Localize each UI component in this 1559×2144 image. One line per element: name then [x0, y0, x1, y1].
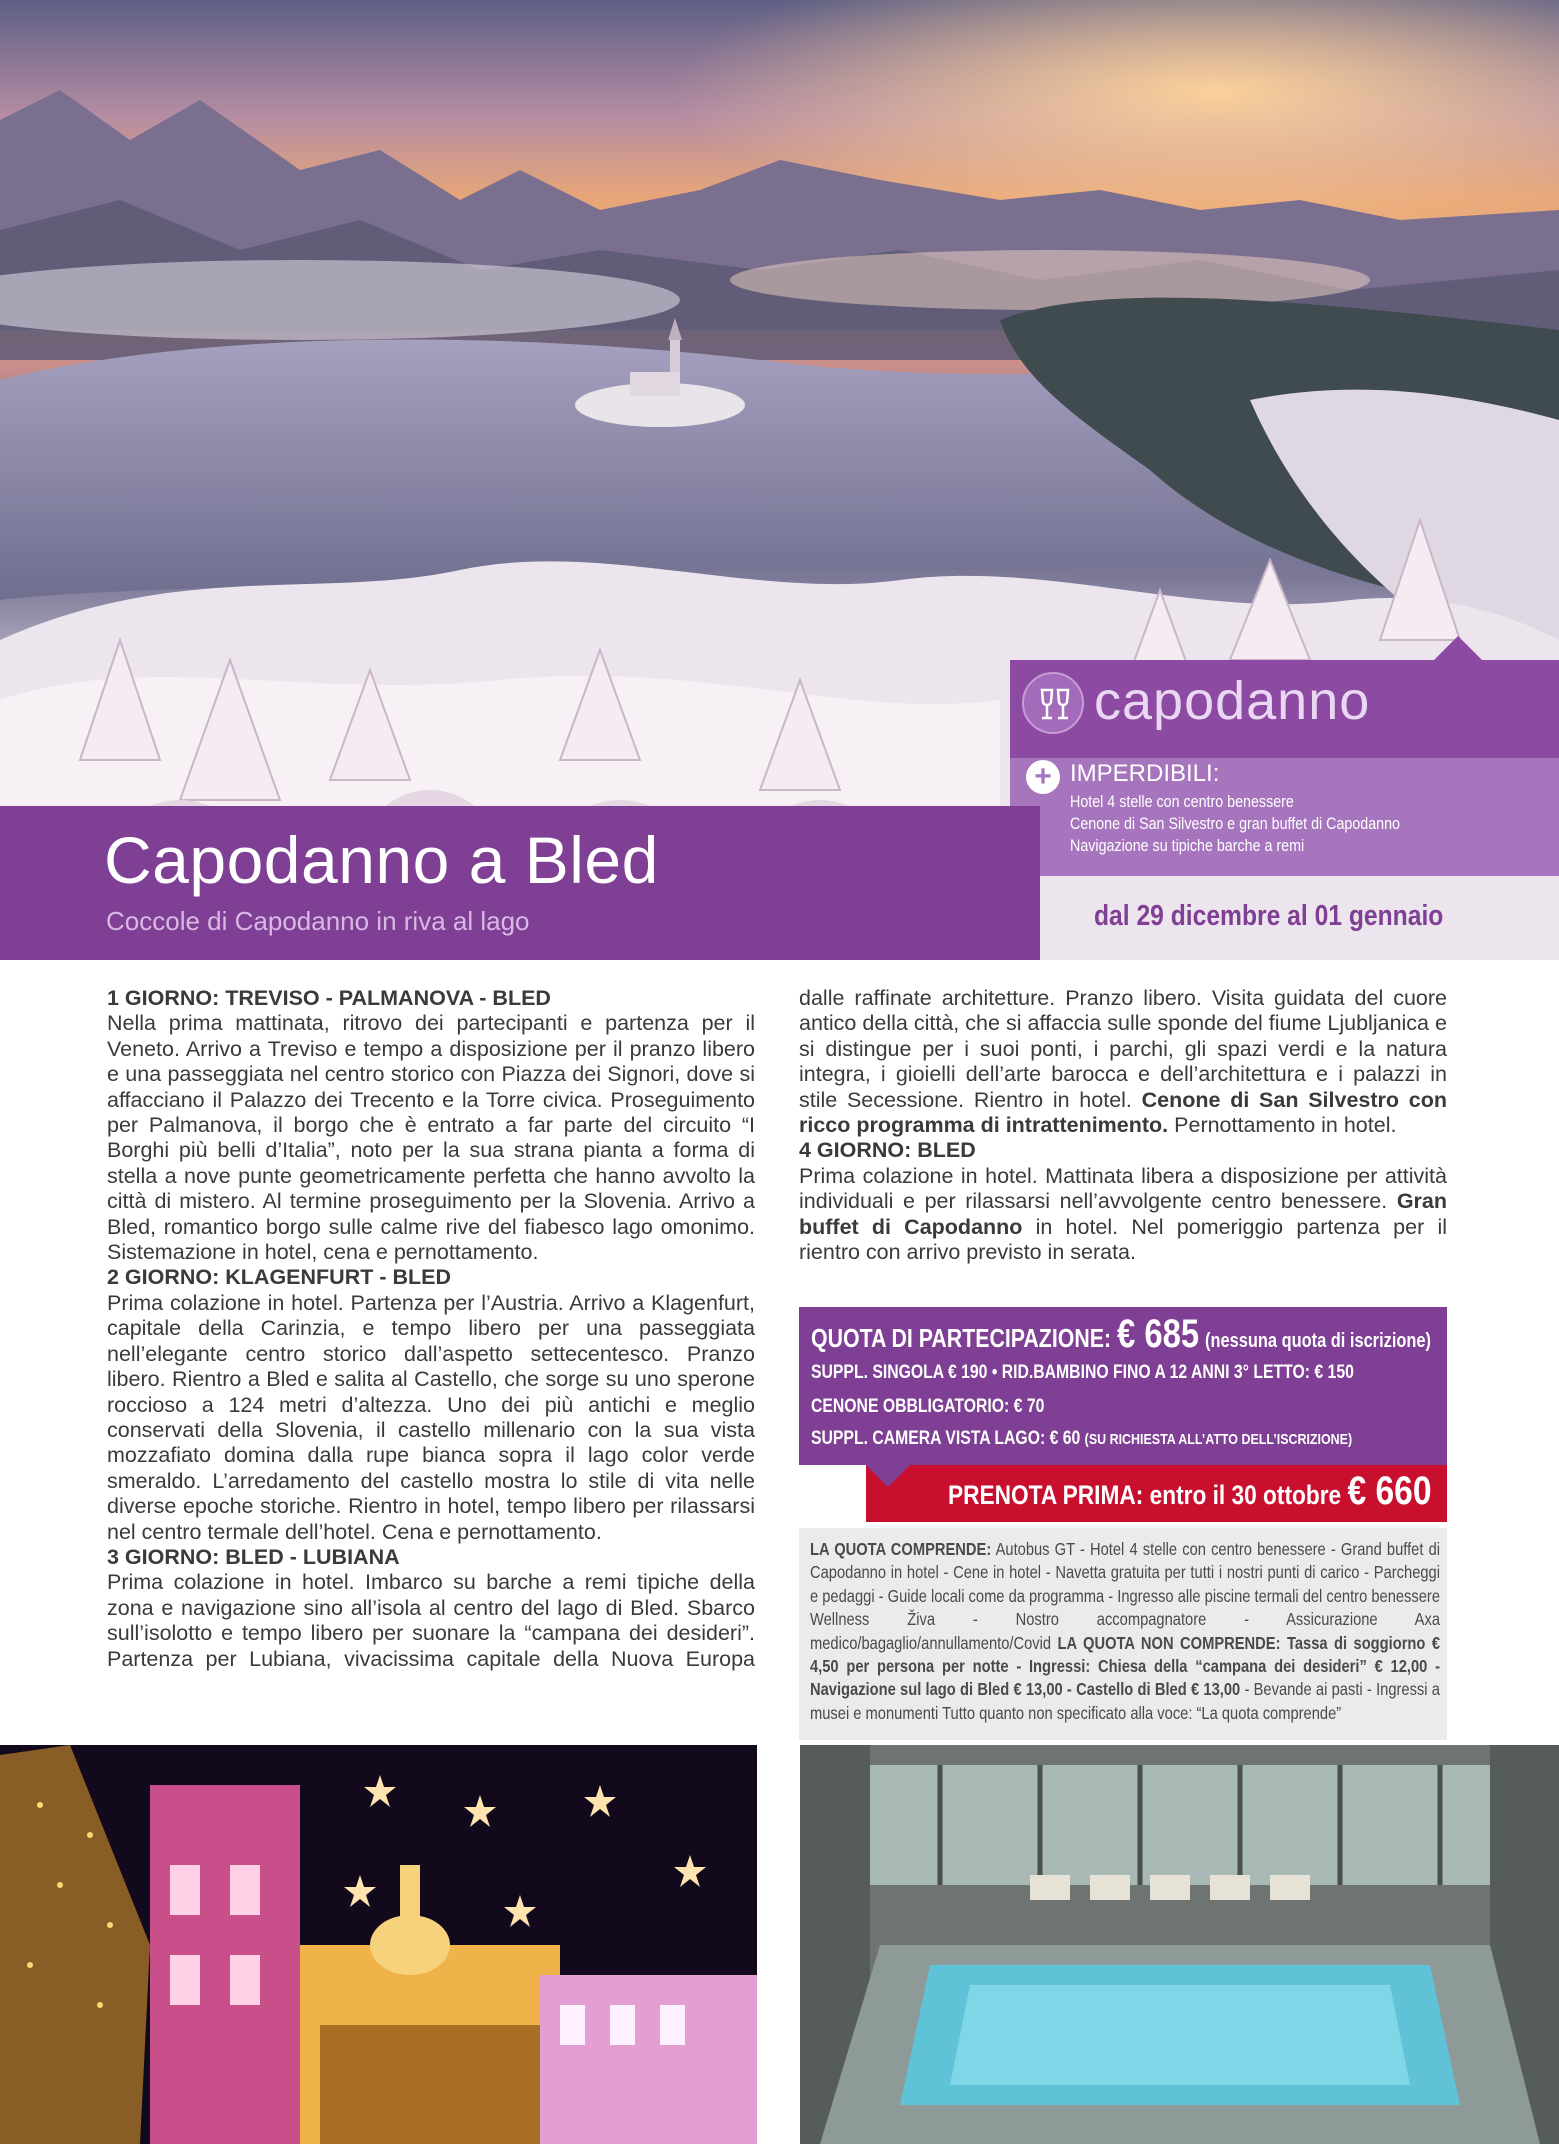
prenota-prima-row: [948, 1469, 1432, 1514]
cenone-row: CENONE OBBLIGATORIO: € 70: [811, 1396, 1045, 1417]
comprende-label: LA QUOTA COMPRENDE:: [810, 1539, 992, 1559]
day-text-part: Prima colazione in hotel. Mattinata libera a disposizione per attività individuali e per rilassarsi nell’avvolgente centro benessere.: [799, 1163, 1447, 1214]
itinerary-column-right: [799, 986, 1447, 1265]
vista-lago-row: [811, 1428, 1352, 1450]
spa-pool-illustration: [800, 1745, 1559, 2144]
non-comprende-tail: - Bevande ai pasti - Ingressi a musei e monumenti Tutto quanto non specificato alla voce: “La quota comprende”: [810, 1679, 1440, 1723]
quota-value: € 685: [1116, 1312, 1200, 1356]
day-text-part: Prima colazione in hotel. Imbarco su barche a remi tipiche della zona e navigazione sino all’isola al centro del lago di Bled. Sbarco sull’isolotto e tempo libero per suonare la “campana dei desideri”. Partenza per Lubiana, vivacissima capitale della Nuova Europa: [107, 1570, 755, 1671]
day-heading: 3 GIORNO: BLED - LUBIANA: [107, 1544, 400, 1569]
page-title: Capodanno a Bled: [104, 823, 659, 897]
travel-dates: dal 29 dicembre al 01 gennaio: [1094, 900, 1444, 932]
plus-icon: +: [1026, 760, 1060, 794]
photo-ljubljana-night: [0, 1745, 757, 2144]
quota-label: QUOTA DI PARTECIPAZIONE:: [811, 1323, 1112, 1353]
prenota-label: PRENOTA PRIMA:: [948, 1480, 1144, 1510]
page-subtitle: Coccole di Capodanno in riva al lago: [106, 906, 530, 936]
day-text-part: Pernottamento in hotel.: [1174, 1113, 1397, 1138]
non-comprende-text: Tassa di soggiorno € 4,50 per persona per notte - Ingressi: Chiesa della “campana dei desideri” € 12,00 - Navigazione sul lago di Bled € 13,00 - Castello di Bled € 13,00: [810, 1632, 1440, 1700]
day-text: [799, 1164, 1447, 1266]
day-highlight: Gran buffet di Capodanno: [799, 1189, 1447, 1239]
comprende-text: Autobus GT - Hotel 4 stelle con centro benessere - Grand buffet di Capodanno in hotel - Cene in hotel - Navetta gratuita per tutti i nostri punti di carico - Parcheggi e pedaggi - Guide locali come da programma - Ingresso alle piscine termali del centro benessere Wellness Živa - Nostro accompagnatore - Assicurazione Axa medico/bagaglio/annullamento/Covid: [810, 1539, 1441, 1653]
wine-glasses-icon: [1022, 672, 1084, 734]
day-text: [107, 1570, 755, 1672]
day-text-continued: [799, 986, 1447, 1138]
day-text-part: dalle raffinate architetture. Pranzo libero. Visita guidata del cuore antico della città, che si affaccia sulle sponde del fiume Ljubljanica e si distingue per i suoi ponti, i parchi, gli spazi verdi e la natura integra, i gioielli dell’arte barocca e dell’architettura e i palazzi in stile Secessione. Rientro in hotel.: [799, 986, 1447, 1112]
quota-details-text: [810, 1538, 1440, 1725]
city-night-illustration: [0, 1745, 757, 2144]
wine-glasses-glyph: [1024, 674, 1086, 736]
day-text: Prima colazione in hotel. Partenza per l’Austria. Arrivo a Klagenfurt, capitale della Carinzia, e tempo libero per una passeggiata nell’elegante centro storico dall’aspetto settecentesco. Pranzo libero. Rientro a Bled e salita al Castello, che sorge su uno sperone roccioso a 124 metri d’altezza. Uno dei più antichi e meglio conservati della Slovenia, il castello millenario con la sua vista mozzafiato domina dalla rupe bianca sopra il lago color verde smeraldo. L’arredamento del castello mostra lo stile di vita nelle diverse epoche storiche. Rientro in hotel, tempo libero per rilassarsi nel centro termale dell’hotel. Cena e pernottamento.: [107, 1290, 755, 1544]
quota-note: (nessuna quota di iscrizione): [1205, 1330, 1432, 1352]
imperdibili-item: Navigazione su tipiche barche a remi: [1070, 836, 1305, 855]
day-heading: 1 GIORNO: TREVISO - PALMANOVA - BLED: [107, 986, 551, 1010]
imperdibili-item: Cenone di San Silvestro e gran buffet di Capodanno: [1070, 814, 1401, 833]
non-comprende-label: LA QUOTA NON COMPRENDE:: [1057, 1632, 1281, 1653]
imperdibili-item: Hotel 4 stelle con centro benessere: [1070, 792, 1294, 811]
suppl-singola-row: SUPPL. SINGOLA € 190 • RID.BAMBINO FINO A 12 ANNI 3° LETTO: € 150: [811, 1362, 1354, 1383]
price-box-pointer: [866, 1465, 910, 1487]
vista-lago-label: SUPPL. CAMERA VISTA LAGO: € 60: [811, 1428, 1081, 1449]
itinerary-column-left: [107, 986, 755, 1672]
vista-lago-note: (SU RICHIESTA ALL’ATTO DELL’ISCRIZIONE): [1084, 1431, 1353, 1448]
imperdibili-title: IMPERDIBILI:: [1070, 760, 1220, 787]
day-text: Nella prima mattinata, ritrovo dei partecipanti e partenza per il Veneto. Arrivo a Treviso e tempo a disposizione per il pranzo libero e una passeggiata nel centro storico con Piazza dei Signori, dove si affacciano il Palazzo dei Trecento e la Torre civica. Proseguimento per Palmanova, il borgo che è entrato a far parte del circuito “I Borghi più belli d’Italia”, noto per la sua strana pianta a forma di stella a nove punte geometricamente perfetta che hanno avvolto la città di mistero. Al termine proseguimento per la Slovenia. Arrivo a Bled, romantico borgo sulle calme rive del fiabesco lago omonimo. Sistemazione in hotel, cena e pernottamento.: [107, 1011, 755, 1265]
quota-row: [811, 1312, 1431, 1357]
day-text-part: in hotel. Nel pomeriggio partenza per il rientro con arrivo previsto in serata.: [799, 1214, 1447, 1265]
prenota-value: € 660: [1347, 1469, 1432, 1513]
day-highlight: Cenone di San Silvestro con ricco programma di intrattenimento.: [799, 1087, 1447, 1138]
prenota-note: entro il 30 ottobre: [1149, 1480, 1342, 1510]
photo-hotel-spa-pool: [800, 1745, 1559, 2144]
day-heading: 4 GIORNO: BLED: [799, 1138, 976, 1163]
category-notch: [1434, 636, 1482, 660]
day-text-flow: [799, 986, 1447, 1138]
category-label: capodanno: [1094, 671, 1371, 731]
day-heading: 2 GIORNO: KLAGENFURT - BLED: [107, 1265, 451, 1290]
